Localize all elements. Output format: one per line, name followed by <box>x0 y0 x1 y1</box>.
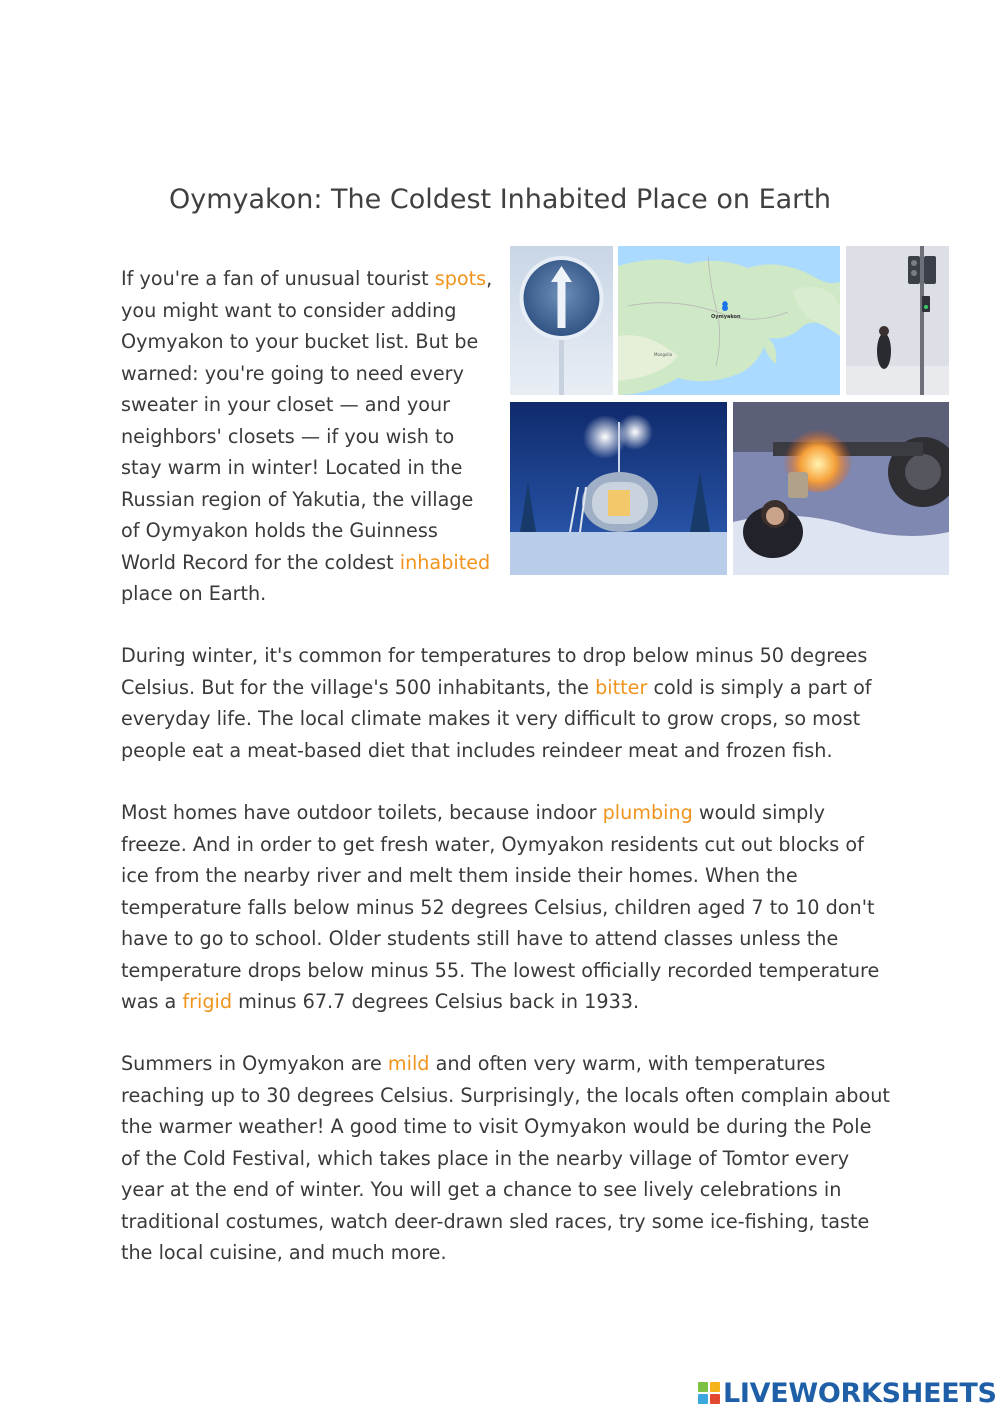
paragraph-1 <box>121 263 493 610</box>
highlighted-word: spots <box>434 267 487 290</box>
frozen-street-photo <box>846 246 949 395</box>
car-fire-photo <box>733 402 949 575</box>
text-run: If you're a fan of unusual tourist <box>121 267 435 290</box>
text-run: , you might want to consider adding Oymyakon to your bucket list. But be warned: you're going to need every sweater in your closet — and your neighbors' closets — if you wish to stay warm in winter! Located in the Russian region of Yakutia, the village of Oymyakon holds the Guinness World Record for the coldest <box>121 267 493 574</box>
page-title: Oymyakon: The Coldest Inhabited Place on Earth <box>169 184 831 215</box>
highlighted-word: bitter <box>595 675 648 699</box>
highlighted-word: plumbing <box>602 801 693 824</box>
text-run: Summers in Oymyakon are <box>121 1052 388 1075</box>
map-image <box>618 246 840 395</box>
map-place-label: Mongolia <box>654 352 673 357</box>
map-marker-label: Oymyakon <box>711 314 741 320</box>
highlighted-word: inhabited <box>399 550 491 574</box>
text-run: place on Earth. <box>121 582 267 605</box>
highlighted-word: frigid <box>182 990 233 1013</box>
text-run: minus 67.7 degrees Celsius back in 1933. <box>232 990 640 1013</box>
highlighted-word: mild <box>387 1052 430 1075</box>
frosted-sign-photo <box>510 246 613 395</box>
weather-station-photo <box>510 402 727 575</box>
logo-text: LIVEWORKSHEETS <box>723 1377 997 1409</box>
text-run: Most homes have outdoor toilets, because indoor <box>121 801 603 824</box>
paragraph-3 <box>121 797 891 1018</box>
text-run: During winter, it's common for temperatures to drop below minus 50 degrees Celsius. But for the village's 500 inhabitants, the <box>121 644 868 699</box>
text-run: would simply freeze. And in order to get fresh water, Oymyakon residents cut out blocks of ice from the nearby river and melt them inside their homes. When the temperature falls below minus 52 degrees Celsius, children aged 7 to 10 don't have to go to school. Older students still have to attend classes unless the temperature drops below minus 55. The lowest officially recorded temperature was a <box>121 801 880 1013</box>
liveworksheets-logo-mark <box>697 1378 721 1408</box>
text-run: and often very warm, with temperatures reaching up to 30 degrees Celsius. Surprisingly, the locals often complain about the warmer weather! A good time to visit Oymyakon would be during the Pole of the Cold Festival, which takes place in the nearby village of Tomtor every year at the end of winter. You will get a chance to see lively celebrations in traditional costumes, watch deer-drawn sled races, try some ice-fishing, taste the local cuisine, and much more. <box>121 1052 890 1264</box>
text-run: cold is simply a part of everyday life. The local climate makes it very difficult to grow crops, so most people eat a meat-based diet that includes reindeer meat and frozen fish. <box>121 675 872 762</box>
paragraph-2 <box>121 640 891 766</box>
paragraph-4 <box>121 1048 891 1269</box>
liveworksheets-logo <box>697 1376 997 1410</box>
